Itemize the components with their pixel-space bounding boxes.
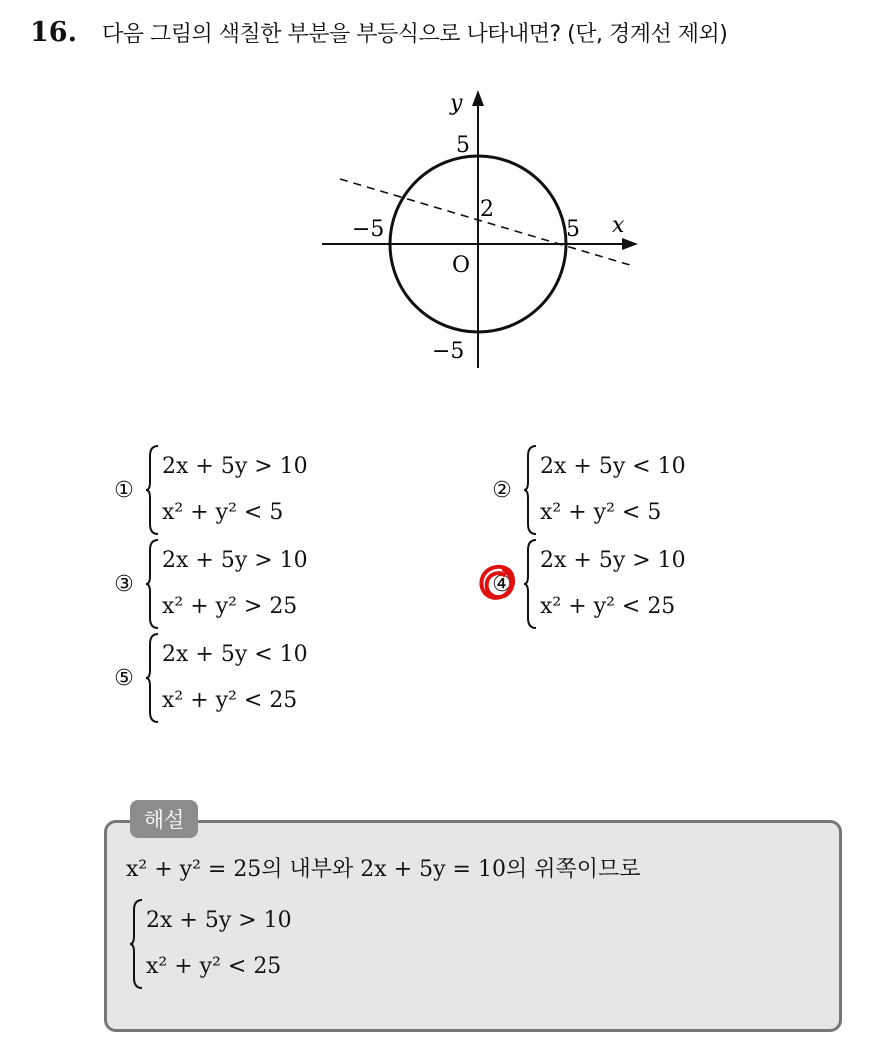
solution-tag: 해설 xyxy=(130,800,198,838)
question-number: 16. xyxy=(30,16,77,48)
y-axis-arrow xyxy=(472,90,484,106)
x-right-label: 5 xyxy=(566,217,580,242)
brace-icon xyxy=(146,444,160,536)
choice-2[interactable] xyxy=(482,442,686,538)
choice-3-line2: x² + y² > 25 xyxy=(162,594,298,619)
choice-3-mark: ③ xyxy=(114,571,134,597)
origin-label: O xyxy=(452,253,471,278)
brace-icon xyxy=(146,538,160,630)
choice-5-mark: ⑤ xyxy=(114,665,134,691)
brace-icon xyxy=(146,632,160,724)
x-axis-arrow xyxy=(622,238,638,250)
choice-1-mark: ① xyxy=(114,477,134,503)
brace-icon xyxy=(524,538,538,630)
x-axis-label: x xyxy=(612,213,625,238)
choice-4-mark xyxy=(482,572,522,597)
coordinate-graph xyxy=(310,80,650,380)
choice-2-line1: 2x + 5y < 10 xyxy=(540,454,686,479)
choice-5[interactable] xyxy=(104,630,308,726)
y-axis-label: y xyxy=(450,91,463,116)
choice-3[interactable] xyxy=(104,536,308,632)
brace-icon xyxy=(524,444,538,536)
choice-1-line2: x² + y² < 5 xyxy=(162,500,284,525)
solution-system xyxy=(128,898,292,990)
question-header xyxy=(30,12,727,52)
y-top-label: 5 xyxy=(456,133,470,158)
choice-1[interactable] xyxy=(104,442,308,538)
choice-5-line2: x² + y² < 25 xyxy=(162,688,298,713)
choice-4-mark-text: ④ xyxy=(492,571,512,597)
choice-3-line1: 2x + 5y > 10 xyxy=(162,548,308,573)
solution-line3: x² + y² < 25 xyxy=(146,954,282,979)
x-left-label: −5 xyxy=(352,217,385,242)
choice-2-mark: ② xyxy=(492,477,512,503)
choice-4-line1: 2x + 5y > 10 xyxy=(540,548,686,573)
y-intercept-label: 2 xyxy=(480,197,494,222)
brace-icon xyxy=(130,898,144,990)
question-text: 다음 그림의 색칠한 부분을 부등식으로 나타내면? (단, 경계선 제외) xyxy=(102,21,728,47)
choice-5-line1: 2x + 5y < 10 xyxy=(162,642,308,667)
choice-4-line2: x² + y² < 25 xyxy=(540,594,676,619)
choice-4[interactable] xyxy=(482,536,686,632)
choice-2-line2: x² + y² < 5 xyxy=(540,500,662,525)
solution-explanation: x² + y² = 25의 내부와 2x + 5y = 10의 위쪽이므로 xyxy=(126,857,641,882)
y-bottom-label: −5 xyxy=(432,339,465,364)
solution-line2: 2x + 5y > 10 xyxy=(146,908,292,933)
choice-1-line1: 2x + 5y > 10 xyxy=(162,454,308,479)
